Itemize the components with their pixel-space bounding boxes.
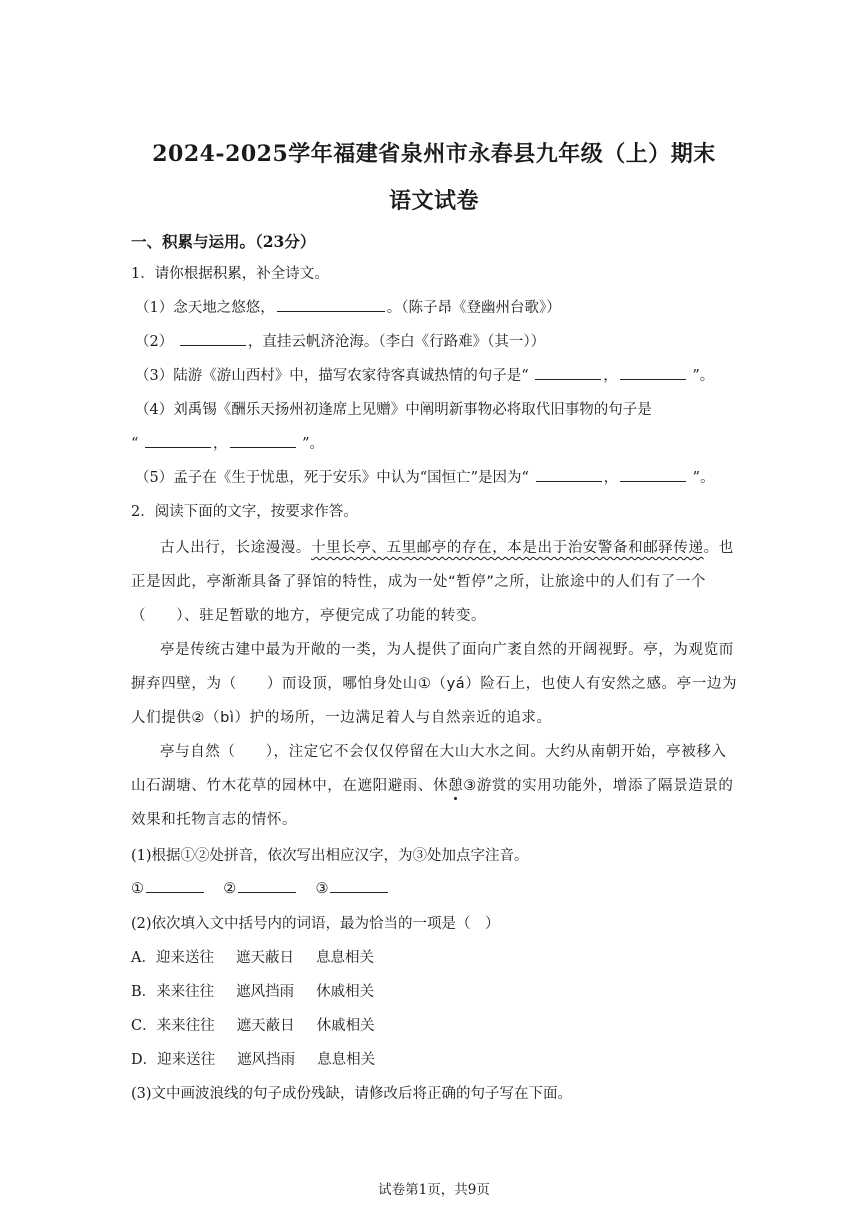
q1-item-4-answer: “ ， ”。	[131, 432, 808, 453]
q2-sub1-answers: ① ② ③	[131, 878, 808, 897]
answer-blank[interactable]	[238, 878, 296, 893]
answer-blank[interactable]	[230, 433, 296, 448]
q1-item-3: （3）陆游《游山西村》中，描写农家待客真诚热情的句子是“ ， ”。	[135, 364, 808, 385]
dotted-character: 憩	[448, 778, 464, 794]
q1-item-1: （1）念天地之悠悠， 。（陈子昂《登幽州台歌》）	[135, 296, 808, 317]
passage-p2-line2: 摒弃四壁，为（ ）而设顶，哪怕身处山①（yá）险石上，也使人有安然之感。亭一边为	[131, 676, 738, 692]
answer-blank[interactable]	[620, 365, 686, 380]
exam-title-line1: 2024-2025学年福建省泉州市永春县九年级（上）期末	[152, 141, 716, 167]
wavy-underlined-sentence: 十里长亭、五里邮亭的存在，本是出于治安警备和邮驿传递	[311, 540, 704, 556]
q2-sub1: (1)根据①②处拼音，依次写出相应汉字，为③处加点字注音。	[131, 848, 529, 864]
answer-blank[interactable]	[536, 467, 602, 482]
passage-p3-line3: 效果和托物言志的情怀。	[131, 812, 298, 828]
q2-sub3: (3)文中画波浪线的句子成份残缺，请修改后将正确的句子写在下面。	[131, 1086, 573, 1102]
section-heading: 一、积累与运用。（23分）	[131, 232, 316, 251]
option-a[interactable]: A．迎来送往 遮天蔽日 息息相关	[131, 950, 374, 966]
exam-title-line2: 语文试卷	[388, 188, 479, 214]
answer-blank[interactable]	[330, 878, 388, 893]
option-d[interactable]: D．迎来送往 遮风挡雨 息息相关	[131, 1052, 376, 1068]
q1-stem: 1．请你根据积累，补全诗文。	[131, 266, 329, 282]
passage-p1-line1: 古人出行，长途漫漫。十里长亭、五里邮亭的存在，本是出于治安警备和邮驿传递。也	[160, 540, 734, 556]
option-c[interactable]: C．来来往往 遮天蔽日 休戚相关	[131, 1018, 375, 1034]
q2-sub2: (2)依次填入文中括号内的词语，最为恰当的一项是（ ）	[131, 916, 500, 932]
q1-item-5: （5）孟子在《生于忧患，死于安乐》中认为“国恒亡”是因为“ ， ”。	[135, 466, 808, 487]
q1-item-2: （2） ，直挂云帆济沧海。（李白《行路难》（其一））	[135, 330, 808, 351]
option-b[interactable]: B．来来往往 遮风挡雨 休戚相关	[131, 984, 375, 1000]
answer-blank[interactable]	[180, 331, 246, 346]
answer-blank[interactable]	[620, 467, 686, 482]
page-footer: 试卷第1页，共9页	[378, 1182, 490, 1198]
answer-blank[interactable]	[535, 365, 601, 380]
answer-blank[interactable]	[145, 433, 211, 448]
passage-p2-line3: 人们提供②（bì）护的场所，一边满足着人与自然亲近的追求。	[131, 710, 552, 726]
answer-blank[interactable]	[146, 878, 204, 893]
passage-p3-line2: 山石湖塘、竹木花草的园林中，在遮阳避雨、休憩③游赏的实用功能外，增添了隔景造景的	[131, 778, 734, 794]
q2-stem: 2．阅读下面的文字，按要求作答。	[131, 504, 358, 520]
answer-blank[interactable]	[277, 297, 385, 312]
passage-p1-line3: （ ）、驻足暂歇的地方，亭便完成了功能的转变。	[131, 608, 487, 624]
q1-item-4: （4）刘禹锡《酬乐天扬州初逢席上见赠》中阐明新事物必将取代旧事物的句子是	[135, 402, 652, 418]
passage-p1-line2: 正是因此，亭渐渐具备了驿馆的特性，成为一处“暂停”之所，让旅途中的人们有了一个	[131, 574, 706, 590]
passage-p3-line1: 亭与自然（ ），注定它不会仅仅停留在大山大水之间。大约从南朝开始，亭被移入	[160, 744, 727, 760]
passage-p2-line1: 亭是传统古建中最为开敞的一类，为人提供了面向广袤自然的开阔视野。亭，为观览而	[160, 642, 734, 658]
